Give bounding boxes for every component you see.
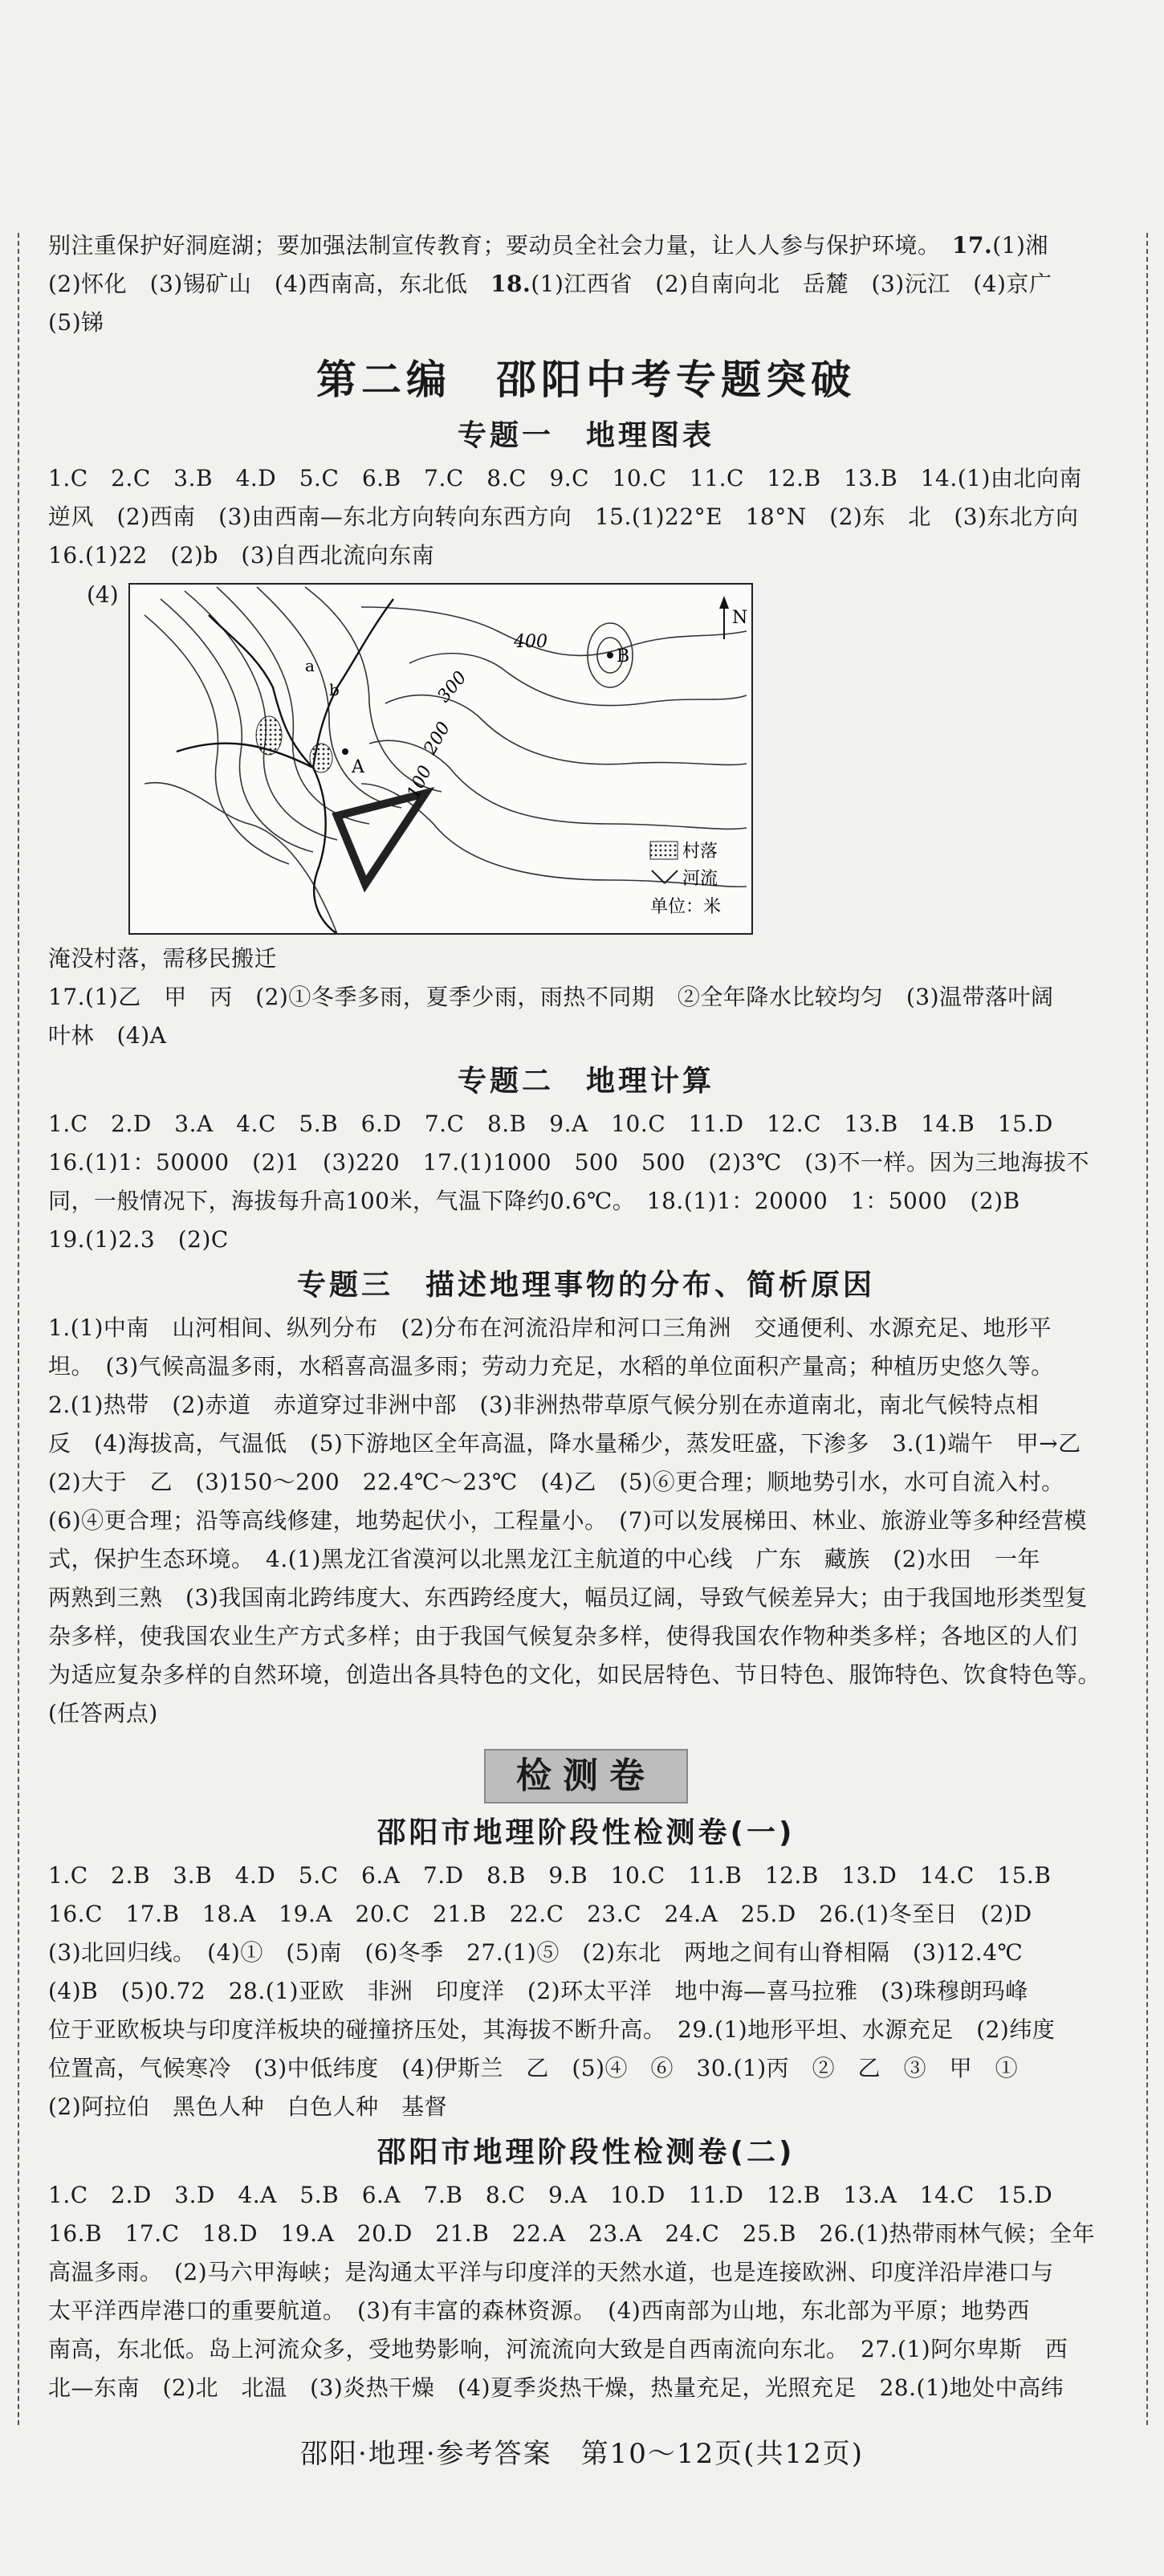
topic1-line-6: 叶林 (4)A [48, 1022, 167, 1049]
test1-line-7: (2)阿拉伯 黑色人种 白色人种 基督 [48, 2093, 448, 2120]
contour-label-400: 400 [514, 632, 547, 652]
contour-label-300: 300 [433, 667, 471, 707]
topic3-line-8: 两熟到三熟 (3)我国南北跨纬度大、东西跨经度大，幅员辽阔，导致气候差异大；由于我国地形类型复 [48, 1584, 1089, 1611]
contour-label-100: 100 [403, 762, 437, 802]
topic1-title: 专题一 地理图表 [457, 419, 714, 452]
contour-map [128, 583, 755, 936]
topic1-line-1: 1.C 2.C 3.B 4.D 5.C 6.B 7.C 8.C 9.C 10.C 11.C 12.B 13.B 14.(1)由北向南 [48, 465, 1082, 491]
topic2-line-3: 同，一般情况下，海拔每升高100米，气温下降约0.6℃。 18.(1)1：20000 1：5000 (2)B [48, 1188, 1020, 1214]
test1-line-6: 位置高，气候寒冷 (3)中低纬度 (4)伊斯兰 乙 (5)④ ⑥ 30.(1)丙 ② 乙 ③ 甲 ① [48, 2055, 1019, 2081]
topic2-line-2: 16.(1)1：50000 (2)1 (3)220 17.(1)1000 500 500 (2)3℃ (3)不一样。因为三地海拔不 [48, 1149, 1089, 1176]
north-label: N [732, 608, 748, 628]
legend-unit-label: 单位：米 [650, 897, 722, 917]
legend-village-swatch [650, 842, 678, 859]
intro-line-1: 别注重保护好洞庭湖；要加强法制宣传教育；要动员全社会力量，让人人参与保护环境。 17.(1)湘 [48, 232, 1048, 259]
page-footer: 邵阳·地理·参考答案 第10～12页(共12页) [300, 2438, 864, 2470]
village-2 [310, 744, 332, 772]
point-b-label: B [617, 646, 630, 666]
legend-village-label: 村落 [682, 842, 718, 862]
river-b-label: b [329, 680, 340, 699]
topic2-line-4: 19.(1)2.3 (2)C [48, 1226, 229, 1253]
river-a-label: a [305, 656, 315, 675]
test2-title: 邵阳市地理阶段性检测卷(二) [376, 2136, 796, 2169]
test1-title: 邵阳市地理阶段性检测卷(一) [376, 1816, 796, 1849]
topic3-line-1: 1.(1)中南 山河相间、纵列分布 (2)分布在河流沿岸和河口三角洲 交通便利、水源充足、地形平 [48, 1314, 1052, 1341]
test2-line-1: 1.C 2.D 3.D 4.A 5.B 6.A 7.B 8.C 9.A 10.D 11.D 12.B 13.A 14.C 15.D [48, 2182, 1053, 2208]
topic2-title: 专题二 地理计算 [457, 1065, 714, 1098]
topic3-line-4: 反 (4)海拔高，气温低 (5)下游地区全年高温，降水量稀少，蒸发旺盛，下渗多 3.(1)端午 甲→乙 [48, 1430, 1081, 1457]
topic1-line-2: 逆风 (2)西南 (3)由西南—东北方向转向东西方向 15.(1)22°E 18°N (2)东 北 (3)东北方向 [48, 503, 1079, 530]
test2-line-2: 16.B 17.C 18.D 19.A 20.D 21.B 22.A 23.A 24.C 25.B 26.(1)热带雨林气候；全年 [48, 2220, 1096, 2247]
point-a-label: A [352, 757, 364, 777]
topic3-title: 专题三 描述地理事物的分布、简析原因 [296, 1269, 875, 1302]
topic3-line-2: 坦。 (3)气候高温多雨，水稻喜高温多雨；劳动力充足，水稻的单位面积产量高；种植历史悠久等。 [48, 1353, 1054, 1380]
test1-line-5: 位于亚欧板块与印度洋板块的碰撞挤压处，其海拔不断升高。 29.(1)地形平坦、水源充足 (2)纬度 [48, 2016, 1056, 2043]
topic1-line-4: 淹没村落，需移民搬迁 [48, 945, 278, 972]
contour-label-200: 200 [420, 719, 455, 758]
topic3-line-9: 杂多样，使我国农业生产方式多样；由于我国气候复杂多样，使得我国农作物种类多样；各地区的人们 [48, 1623, 1078, 1649]
intro-line-2: (2)怀化 (3)锡矿山 (4)西南高，东北低 18.(1)江西省 (2)自南向北 岳麓 (3)沅江 (4)京广 [48, 271, 1052, 297]
topic3-line-6: (6)④更合理；沿等高线修建，地势起伏小，工程量小。 (7)可以发展梯田、林业、旅游业等多种经营模 [48, 1507, 1087, 1534]
topic2-line-1: 1.C 2.D 3.A 4.C 5.B 6.D 7.C 8.B 9.A 10.C 11.D 12.C 13.B 14.B 15.D [48, 1111, 1053, 1137]
village-1 [256, 716, 282, 755]
map-question-label: (4) [87, 581, 119, 608]
part-title: 第二编 邵阳中考专题突破 [316, 357, 856, 403]
test1-line-1: 1.C 2.B 3.B 4.D 5.C 6.A 7.D 8.B 9.B 10.C 11.B 12.B 13.D 14.C 15.B [48, 1862, 1052, 1889]
test2-line-5: 南高，东北低。岛上河流众多，受地势影响，河流流向大致是自西南流向东北。 27.(1)阿尔卑斯 西 [48, 2336, 1068, 2362]
point-b-dot [607, 652, 613, 658]
test1-line-3: (3)北回归线。 (4)① (5)南 (6)冬季 27.(1)⑤ (2)东北 两地之间有山脊相隔 (3)12.4℃ [48, 1939, 1024, 1966]
topic3-line-7: 式，保护生态环境。 4.(1)黑龙江省漠河以北黑龙江主航道的中心线 广东 藏族 (2)水田 一年 [48, 1546, 1041, 1572]
topic3-line-5: (2)大于 乙 (3)150～200 22.4℃～23℃ (4)乙 (5)⑥更合理；顺地势引水，水可自流入村。 [48, 1469, 1064, 1495]
test1-line-4: (4)B (5)0.72 28.(1)亚欧 非洲 印度洋 (2)环太平洋 地中海—喜马拉雅 (3)珠穆朗玛峰 [48, 1978, 1028, 2004]
test2-line-6: 北—东南 (2)北 北温 (3)炎热干燥 (4)夏季炎热干燥，热量充足，光照充足 28.(1)地处中高纬 [48, 2374, 1064, 2401]
test1-line-2: 16.C 17.B 18.A 19.A 20.C 21.B 22.C 23.C 24.A 25.D 26.(1)冬至日 (2)D [48, 1901, 1032, 1927]
left-dashed-rule [18, 233, 19, 2425]
topic3-line-10: 为适应复杂多样的自然环境，创造出各具特色的文化，如民居特色、节日特色、服饰特色、饮食特色等。 [48, 1661, 1101, 1688]
test2-line-3: 高温多雨。 (2)马六甲海峡；是沟通太平洋与印度洋的天然水道，也是连接欧洲、印度洋沿岸港口与 [48, 2259, 1054, 2285]
topic3-line-11: (任答两点) [48, 1700, 158, 1726]
contour-map-figure [48, 578, 1124, 940]
answer-column [48, 226, 1124, 2407]
topic1-line-3: 16.(1)22 (2)b (3)自西北流向东南 [48, 542, 435, 569]
intro-line-3: (5)锑 [48, 309, 104, 336]
legend-river-label: 河流 [682, 869, 718, 889]
test2-line-4: 太平洋西岸港口的重要航道。 (3)有丰富的森林资源。 (4)西南部为山地，东北部为平原；地势西 [48, 2297, 1030, 2324]
map-legend [650, 842, 721, 917]
test-section-header: 检测卷 [484, 1749, 688, 1804]
topic1-line-5: 17.(1)乙 甲 丙 (2)①冬季多雨，夏季少雨，雨热不同期 ②全年降水比较均匀 (3)温带落叶阔 [48, 984, 1054, 1010]
point-a-dot [342, 748, 348, 755]
topic3-line-3: 2.(1)热带 (2)赤道 赤道穿过非洲中部 (3)非洲热带草原气候分别在赤道南北，南北气候特点相 [48, 1392, 1040, 1418]
right-dashed-rule [1146, 233, 1148, 2425]
